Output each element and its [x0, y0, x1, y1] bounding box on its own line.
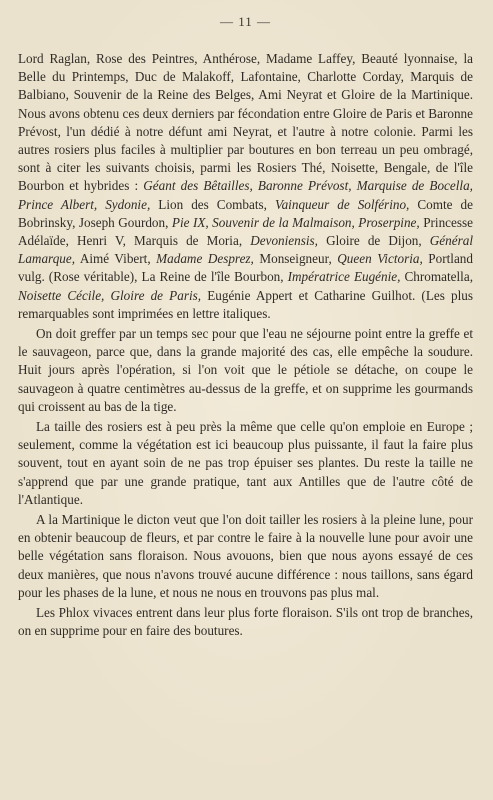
- page-body: [18, 50, 473, 641]
- italic-text-segment: Madame Desprez,: [156, 251, 254, 267]
- paragraph: [18, 511, 473, 602]
- italic-text-segment: Impératrice Eugénie,: [287, 269, 401, 285]
- text-segment: Gloire de Dijon,: [317, 233, 430, 249]
- paragraph: [18, 50, 473, 323]
- text-segment: Chromatella,: [400, 269, 473, 285]
- page-number: — 11 —: [219, 14, 272, 29]
- text-segment: Monseigneur,: [253, 251, 338, 267]
- text-segment: Portland vulg. (Rose véritable), La Reine de l'île Bourbon,: [18, 251, 473, 285]
- text-segment: Princesse Adélaïde, Henri V, Marquis de Moria,: [18, 214, 474, 249]
- text-segment: Lord Raglan, Rose des Peintres, Anthérose, Madame Laffey, Beauté lyonnaise, la Belle du Printemps, Duc de Malakoff, Lafontaine, Charlotte Corday, Marquis de Balbiano, Souvenir de la Reine des Belges, Ami Neyrat et Gloire de la Martinique. Nous avons obtenu ces deux derniers par fécondation entre Gloire de Paris et Baronne Prévost, l'un dédié à notre défunt ami Neyrat, et l'autre à notre colonie. Parmi les autres rosiers plus faciles à multiplier par boutures en bon terreau un peu ombragé, sont à citer les suivants choisis, parmi les Rosiers Thé, Noisette, Bengale, de l'île Bourbon et hybrides :: [18, 51, 473, 194]
- text-segment: Lion des Combats,: [150, 196, 275, 212]
- italic-text-segment: Devoniensis,: [250, 233, 318, 249]
- text-segment: Eugénie Appert et Catharine Guilhot. (Les plus remarquables sont imprimées en lettre italiques.: [18, 287, 473, 321]
- text-segment: Les Phlox vivaces entrent dans leur plus forte floraison. S'ils ont trop de branches, on en supprime pour en faire des boutures.: [18, 605, 473, 639]
- italic-text-segment: Queen Victoria,: [337, 251, 423, 267]
- italic-text-segment: Général Lamarque,: [18, 233, 473, 267]
- italic-text-segment: Pie IX, Souvenir de la Malmaison, Proserpine,: [171, 214, 420, 230]
- paragraph: [18, 418, 473, 509]
- text-segment: Comte de Bobrinsky, Joseph Gourdon,: [18, 196, 473, 230]
- text-segment: On doit greffer par un temps sec pour que l'eau ne séjourne point entre la greffe et le sauvageon, parce que, dans la grande majorité des cas, elle empêche la soudure. Huit jours après l'opération, si l'on voit que le pétiole se détache, on coupe le sauvageon à quatre centimètres au-dessus de la greffe, et on supprime les gourmands qui croissent au bas de la tige.: [18, 326, 473, 414]
- italic-text-segment: Géant des Bêtailles, Baronne Prévost, Marquise de Bocella, Prince Albert, Sydonie,: [18, 178, 473, 212]
- paragraph: [18, 604, 473, 640]
- italic-text-segment: Vainqueur de Solférino,: [275, 196, 410, 212]
- paragraph: [18, 325, 473, 416]
- text-segment: La taille des rosiers est à peu près la même que celle qu'on emploie en Europe ; seulement, comme la végétation est ici beaucoup plus puissante, il faut la faire plus souvent, tout en ayant soin de ne pas trop épuiser ses plantes. Du reste la taille ne s'apprend que par une grande pratique, tant aux Antilles que de l'autre côté de l'Atlantique.: [18, 419, 473, 507]
- italic-text-segment: Noisette Cécile, Gloire de Paris,: [18, 287, 202, 303]
- text-segment: Aimé Vibert,: [75, 251, 157, 267]
- text-segment: A la Martinique le dicton veut que l'on doit tailler les rosiers à la pleine lune, pour en obtenir beaucoup de fleurs, et par contre le faire à la nouvelle lune pour avoir une belle végétation sans floraison. Nous avouons, bien que nous ayons essayé de ces deux manières, que nous n'avons trouvé aucune différence : nous taillons, sans égard pour les phases de la lune, et nous ne nous en trouvons pas plus mal.: [18, 512, 473, 600]
